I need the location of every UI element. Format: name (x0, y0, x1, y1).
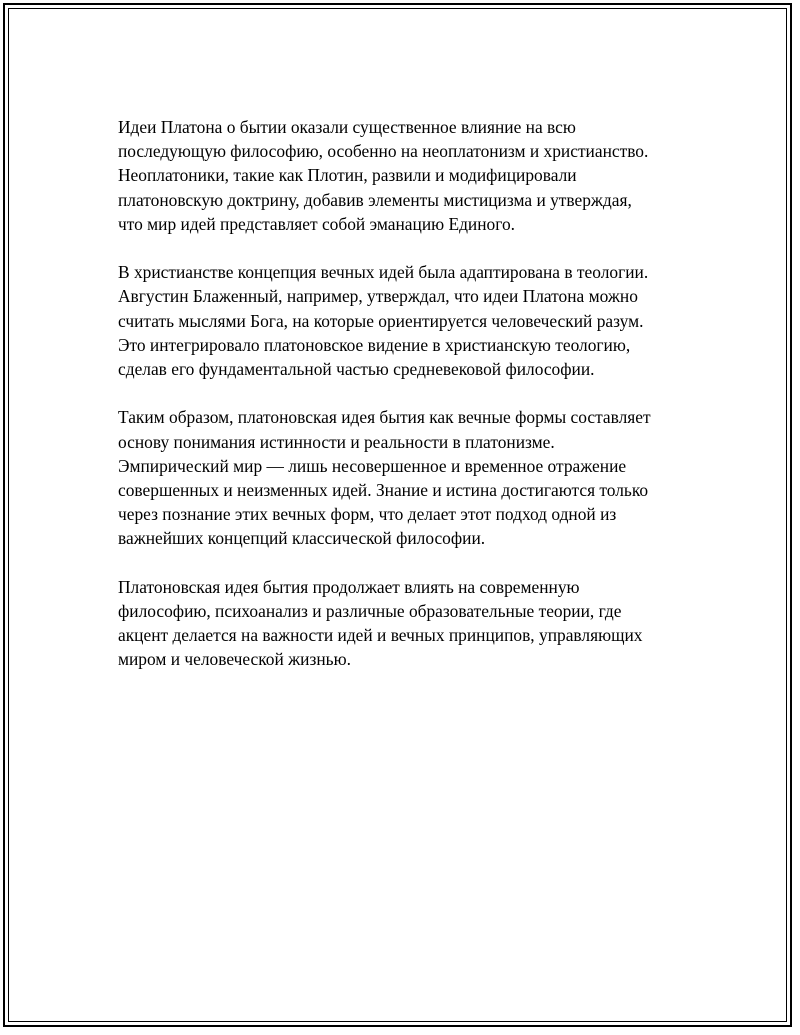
text-line: платоновскую доктрину, добавив элементы мистицизма и утверждая, (118, 189, 632, 210)
paragraph-2 (118, 260, 718, 381)
text-line: В христианстве концепция вечных идей была адаптирована в теологии. (118, 262, 649, 283)
text-line: основу понимания истинности и реальности в платонизме. (118, 431, 555, 452)
text-line: считать мыслями Бога, на которые ориентируется человеческий разум. (118, 310, 644, 331)
text-line: Августин Блаженный, например, утверждал, что идеи Платона можно (118, 286, 638, 307)
text-line: философию, психоанализ и различные образовательные теории, где (118, 601, 622, 622)
text-line: акцент делается на важности идей и вечных принципов, управляющих (118, 625, 643, 646)
text-line: последующую философию, особенно на неоплатонизм и христианство. (118, 141, 649, 162)
text-line: Таким образом, платоновская идея бытия как вечные формы составляет (118, 407, 651, 428)
text-line: важнейших концепций классической философии. (118, 528, 486, 549)
text-line: что мир идей представляет собой эманацию Единого. (118, 213, 515, 234)
paragraph-1 (118, 115, 718, 236)
text-line: через познание этих вечных форм, что делает этот подход одной из (118, 504, 617, 525)
paragraph-3 (118, 405, 718, 550)
text-line: сделав его фундаментальной частью средневековой философии. (118, 359, 595, 380)
document-body (118, 115, 718, 696)
text-line: Эмпирический мир — лишь несовершенное и временное отражение (118, 455, 627, 476)
text-line: Платоновская идея бытия продолжает влиять на современную (118, 576, 580, 597)
text-line: Неоплатоники, такие как Плотин, развили и модифицировали (118, 165, 577, 186)
text-line: Это интегрировало платоновское видение в христианскую теологию, (118, 334, 631, 355)
text-line: миром и человеческой жизнью. (118, 649, 351, 670)
paragraph-4 (118, 575, 718, 672)
text-line: Идеи Платона о бытии оказали существенное влияние на всю (118, 117, 576, 137)
text-line: совершенных и неизменных идей. Знание и истина достигаются только (118, 480, 649, 501)
